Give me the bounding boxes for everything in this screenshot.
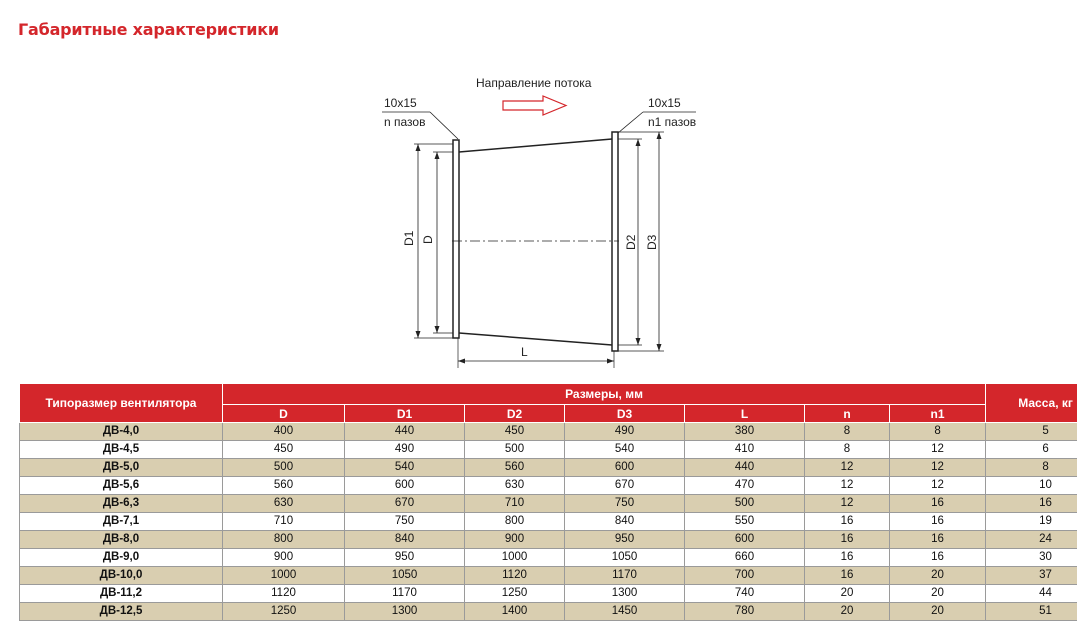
cell-l: 780 bbox=[685, 603, 805, 621]
cell-d3: 600 bbox=[565, 459, 685, 477]
cell-n: 12 bbox=[805, 459, 890, 477]
cell-n: 12 bbox=[805, 477, 890, 495]
cell-mass: 8 bbox=[986, 459, 1077, 477]
cell-d1: 1300 bbox=[345, 603, 465, 621]
cell-n: 20 bbox=[805, 603, 890, 621]
cell-d: 800 bbox=[223, 531, 345, 549]
cell-n1: 12 bbox=[890, 477, 986, 495]
cell-n1: 16 bbox=[890, 495, 986, 513]
cell-n1: 12 bbox=[890, 459, 986, 477]
cell-d1: 950 bbox=[345, 549, 465, 567]
cell-d2: 1000 bbox=[465, 549, 565, 567]
cell-d1: 840 bbox=[345, 531, 465, 549]
cell-d3: 1450 bbox=[565, 603, 685, 621]
cell-n1: 12 bbox=[890, 441, 986, 459]
cell-n: 16 bbox=[805, 567, 890, 585]
cell-d2: 1120 bbox=[465, 567, 565, 585]
cell-d2: 710 bbox=[465, 495, 565, 513]
cell-n: 16 bbox=[805, 549, 890, 567]
cell-d2: 1400 bbox=[465, 603, 565, 621]
cell-d: 630 bbox=[223, 495, 345, 513]
left-hole-count: n пазов bbox=[384, 115, 426, 129]
cell-d: 1000 bbox=[223, 567, 345, 585]
cell-size: ДВ-7,1 bbox=[20, 513, 223, 531]
cell-n1: 20 bbox=[890, 603, 986, 621]
table-row bbox=[20, 585, 1077, 603]
table-row bbox=[20, 477, 1077, 495]
cell-d2: 900 bbox=[465, 531, 565, 549]
cell-mass: 16 bbox=[986, 495, 1077, 513]
cell-size: ДВ-10,0 bbox=[20, 567, 223, 585]
cell-n: 8 bbox=[805, 423, 890, 441]
cell-n: 12 bbox=[805, 495, 890, 513]
cell-n: 16 bbox=[805, 513, 890, 531]
cell-d3: 750 bbox=[565, 495, 685, 513]
cell-d1: 490 bbox=[345, 441, 465, 459]
cell-d3: 540 bbox=[565, 441, 685, 459]
cell-mass: 5 bbox=[986, 423, 1077, 441]
cell-size: ДВ-4,0 bbox=[20, 423, 223, 441]
dim-label-d1: D1 bbox=[402, 230, 416, 246]
cell-mass: 37 bbox=[986, 567, 1077, 585]
header-col-d: D bbox=[223, 405, 345, 423]
cell-d: 900 bbox=[223, 549, 345, 567]
cell-mass: 19 bbox=[986, 513, 1077, 531]
header-dimensions-group: Размеры, мм bbox=[223, 384, 986, 405]
cell-d2: 450 bbox=[465, 423, 565, 441]
cell-n1: 16 bbox=[890, 513, 986, 531]
header-col-d1: D1 bbox=[345, 405, 465, 423]
cell-n1: 16 bbox=[890, 531, 986, 549]
cell-l: 740 bbox=[685, 585, 805, 603]
header-col-d3: D3 bbox=[565, 405, 685, 423]
table-row bbox=[20, 459, 1077, 477]
page-title: Габаритные характеристики bbox=[18, 20, 279, 39]
cell-d1: 750 bbox=[345, 513, 465, 531]
cell-d2: 500 bbox=[465, 441, 565, 459]
table-row bbox=[20, 603, 1077, 621]
cell-d2: 630 bbox=[465, 477, 565, 495]
table-row bbox=[20, 423, 1077, 441]
header-col-n: n bbox=[805, 405, 890, 423]
cell-d: 500 bbox=[223, 459, 345, 477]
header-col-d2: D2 bbox=[465, 405, 565, 423]
cell-n1: 20 bbox=[890, 567, 986, 585]
cell-d1: 440 bbox=[345, 423, 465, 441]
dim-label-d2: D2 bbox=[624, 234, 638, 250]
cell-d2: 1250 bbox=[465, 585, 565, 603]
cell-mass: 6 bbox=[986, 441, 1077, 459]
header-col-l: L bbox=[685, 405, 805, 423]
cell-l: 600 bbox=[685, 531, 805, 549]
cell-mass: 30 bbox=[986, 549, 1077, 567]
cell-d3: 1300 bbox=[565, 585, 685, 603]
flow-arrow-icon bbox=[503, 96, 566, 115]
cell-d: 400 bbox=[223, 423, 345, 441]
cell-d1: 670 bbox=[345, 495, 465, 513]
cell-d1: 600 bbox=[345, 477, 465, 495]
cell-n: 16 bbox=[805, 531, 890, 549]
cell-l: 660 bbox=[685, 549, 805, 567]
table-row bbox=[20, 495, 1077, 513]
cell-n1: 16 bbox=[890, 549, 986, 567]
cell-l: 700 bbox=[685, 567, 805, 585]
header-mass: Масса, кг bbox=[986, 384, 1077, 423]
cell-d3: 840 bbox=[565, 513, 685, 531]
cell-d: 560 bbox=[223, 477, 345, 495]
cell-l: 500 bbox=[685, 495, 805, 513]
cell-d: 1250 bbox=[223, 603, 345, 621]
dim-label-l: L bbox=[521, 345, 528, 359]
cell-d: 710 bbox=[223, 513, 345, 531]
flow-direction-label: Направление потока bbox=[476, 76, 592, 90]
cell-d1: 540 bbox=[345, 459, 465, 477]
table-row bbox=[20, 441, 1077, 459]
cell-d3: 950 bbox=[565, 531, 685, 549]
cell-n1: 8 bbox=[890, 423, 986, 441]
left-hole-spec: 10х15 bbox=[384, 96, 417, 110]
cell-l: 410 bbox=[685, 441, 805, 459]
cell-d: 1120 bbox=[223, 585, 345, 603]
left-flange bbox=[453, 140, 459, 338]
cell-n: 20 bbox=[805, 585, 890, 603]
cell-size: ДВ-4,5 bbox=[20, 441, 223, 459]
table-row bbox=[20, 531, 1077, 549]
cell-n1: 20 bbox=[890, 585, 986, 603]
cell-d2: 800 bbox=[465, 513, 565, 531]
cell-d2: 560 bbox=[465, 459, 565, 477]
cell-mass: 44 bbox=[986, 585, 1077, 603]
cell-d3: 1050 bbox=[565, 549, 685, 567]
table-row bbox=[20, 549, 1077, 567]
cell-size: ДВ-11,2 bbox=[20, 585, 223, 603]
cell-mass: 24 bbox=[986, 531, 1077, 549]
cell-l: 470 bbox=[685, 477, 805, 495]
cell-d3: 490 bbox=[565, 423, 685, 441]
cell-mass: 10 bbox=[986, 477, 1077, 495]
right-hole-spec: 10х15 bbox=[648, 96, 681, 110]
cell-l: 440 bbox=[685, 459, 805, 477]
cell-size: ДВ-8,0 bbox=[20, 531, 223, 549]
cell-size: ДВ-5,6 bbox=[20, 477, 223, 495]
cell-size: ДВ-9,0 bbox=[20, 549, 223, 567]
cell-d3: 670 bbox=[565, 477, 685, 495]
cell-l: 550 bbox=[685, 513, 805, 531]
cell-size: ДВ-6,3 bbox=[20, 495, 223, 513]
header-size: Типоразмер вентилятора bbox=[20, 384, 223, 423]
cell-d3: 1170 bbox=[565, 567, 685, 585]
right-hole-count: n1 пазов bbox=[648, 115, 697, 129]
dimensions-table bbox=[19, 383, 1077, 621]
table-row bbox=[20, 513, 1077, 531]
cell-l: 380 bbox=[685, 423, 805, 441]
cell-size: ДВ-5,0 bbox=[20, 459, 223, 477]
cell-d: 450 bbox=[223, 441, 345, 459]
table-row bbox=[20, 567, 1077, 585]
right-flange bbox=[612, 132, 618, 351]
cell-size: ДВ-12,5 bbox=[20, 603, 223, 621]
cell-d1: 1170 bbox=[345, 585, 465, 603]
header-col-n1: n1 bbox=[890, 405, 986, 423]
cell-d1: 1050 bbox=[345, 567, 465, 585]
cell-n: 8 bbox=[805, 441, 890, 459]
dim-label-d3: D3 bbox=[645, 234, 659, 250]
dim-label-d: D bbox=[421, 235, 435, 244]
cell-mass: 51 bbox=[986, 603, 1077, 621]
